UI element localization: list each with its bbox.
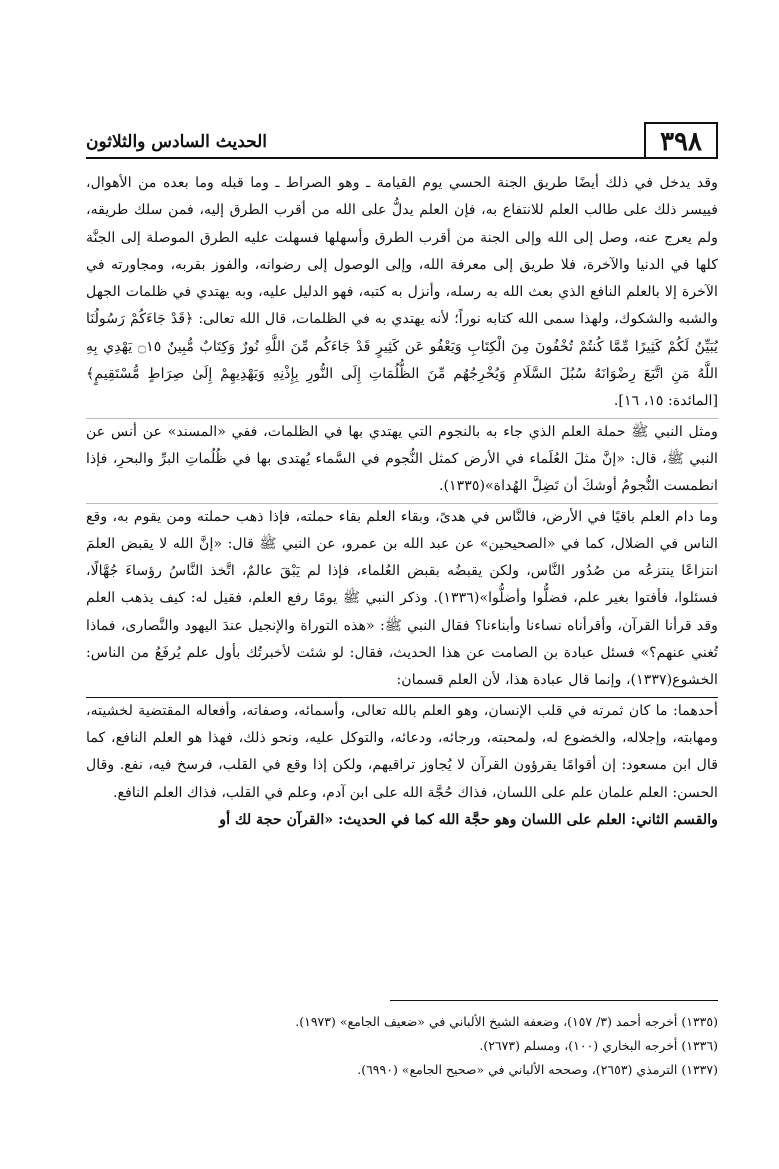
footnote-1335: (١٣٣٥) أخرجه أحمد (٣/ ١٥٧)، وضعفه الشيخ الألباني في «ضعيف الجامع» (١٩٧٣). <box>295 1014 718 1029</box>
paragraph-2: ومثل النبي ﷺ حملة العلم الذي جاء به بالنجوم التي يهتدي بها في الظلمات، ففي «المسند» عن أنس عن النبي ﷺ، قال: «إنَّ مثلَ العُلَماء في الأرض كمثل النُّجوم في السَّماء يُهتدى بها في ظُلُماتِ البرِّ والبحرِ، فإذا انطمست النُّجومُ أوشكَ أن تَضِلَّ الهُداة»(١٣٣٥). <box>86 418 718 501</box>
running-title: الحديث السادس والثلاثون <box>86 132 268 152</box>
paragraph-1: وقد يدخل في ذلك أيضًا طريق الجنة الحسي يوم القيامة ـ وهو الصراط ـ وما قبله وما بعده من الأهوال، فييسر ذلك على طالب العلم للانتفاع به، فإن العلم يدلُّ على الله من أقرب الطرق إليه، فمن سلك طريقه، ولم يعرج عنه، وصل إلى الله وإلى الجنة من أقرب الطرق وأسهلها فسهلت عليه الطرق الموصلة إلى الجنَّة كلها في الدنيا والآخرة، فلا طريق إلى معرفة الله، وإلى الوصول إلى رضوانه، والفوز بقربه، ومجاورته في الآخرة إلا بالعلم النافع الذي بعث الله به رسله، وأنزل به كتبه، فهو الدليل عليه، وبه يهتدي في ظلمات الجهل والشبه والشكوك، ولهذا سمى الله كتابه نوراً؛ لأنه يهتدي به في الظلمات، قال الله تعالى: ﴿قَدْ جَاءَكُمْ رَسُولُنَا يُبَيِّنُ لَكُمْ كَثِيرًا مِّمَّا كُنتُمْ تُخْفُونَ مِنَ الْكِتَابِ وَيَعْفُو عَن كَثِيرٍ قَدْ جَاءَكُم مِّنَ اللَّهِ نُورٌ وَكِتَابٌ مُّبِينٌ ۝١٥ يَهْدِي بِهِ اللَّهُ مَنِ اتَّبَعَ رِضْوَانَهُ سُبُلَ السَّلَامِ وَيُخْرِجُهُم مِّنَ الظُّلُمَاتِ إِلَى النُّورِ بِإِذْنِهِ وَيَهْدِيهِمْ إِلَىٰ صِرَاطٍ مُّسْتَقِيمٍ﴾ [المائدة: ١٥، ١٦]. <box>86 175 718 410</box>
paragraph-3: وما دام العلم باقيًا في الأرض، فالنَّاس في هدىً، وبقاء العلم بقاء حملته، فإذا ذهب حملته ومن يقوم به، وقع الناس في الضلال، كما في «الصحيحين» عن عبد الله بن عمرو، عن النبي ﷺ قال: «إنَّ الله لا يقبض العلمَ انتزاعًا ينتزعُه من صُدُور النَّاس، ولكن يقبضُه بقبض العُلماء، فإذا لم يَبْقَ عالمٌ، اتَّخذ النَّاسُ رؤساءَ جُهَّالًا، فسئلوا، فأفتوا بغير علم، فضلُّوا وأضلُّوا»(١٣٣٦). وذكر النبي ﷺ يومًا رفع العلم، فقيل له: كيف يذهب العلم وقد قرأنا القرآن، وأقرأناه نساءنا وأبناءنا؟ فقال النبي ﷺ: «هذه التوراة والإنجيل عندَ اليهود والنَّصارى، فماذا تُغني عنهم؟» فسئل عبادة بن الصامت عن هذا الحديث، فقال: لو شئت لأخبرتُك بأول علم يُرفَعُ من الناس: الخشوع(١٣٣٧)، وإنما قال عبادة هذا، لأن العلم قسمان: <box>86 503 718 695</box>
footnotes <box>86 1010 718 1082</box>
footnote-1336: (١٣٣٦) أخرجه البخاري (١٠٠)، ومسلم (٢٦٧٣). <box>479 1038 718 1053</box>
page-header <box>86 118 718 158</box>
body-text <box>86 170 718 834</box>
footnote-1337: (١٣٣٧) الترمذي (٢٦٥٣)، وصححه الألباني في «صحيح الجامع» (٦٩٩٠). <box>357 1062 718 1077</box>
footnote-rule <box>390 1000 718 1001</box>
page-number: ٣٩٨ <box>644 122 718 158</box>
header-rule <box>86 157 718 159</box>
paragraph-5: والقسم الثاني: العلم على اللسان وهو حجَّة الله كما في الحديث: «القرآن حجة لك أو <box>219 811 718 828</box>
paragraph-4: أحدهما: ما كان ثمرته في قلب الإنسان، وهو العلم بالله تعالى، وأسمائه، وصفاته، وأفعاله المقتضية لخشيته، ومهابته، وإجلاله، والخضوع له، ولمحبته، ورجائه، ودعائه، والتوكل عليه، ونحو ذلك، فهذا هو العلم النافع، كما قال ابن مسعود: إن أقوامًا يقرؤون القرآن لا يُجاوز تراقيهم، ولكن إذا وقع في القلب، فرسخ فيه، نفع. وقال الحسن: العلم علمان علم على اللسان، فذاك حُجَّة الله على ابن آدم، وعلم في القلب، فذاك العلم النافع. <box>86 697 718 807</box>
